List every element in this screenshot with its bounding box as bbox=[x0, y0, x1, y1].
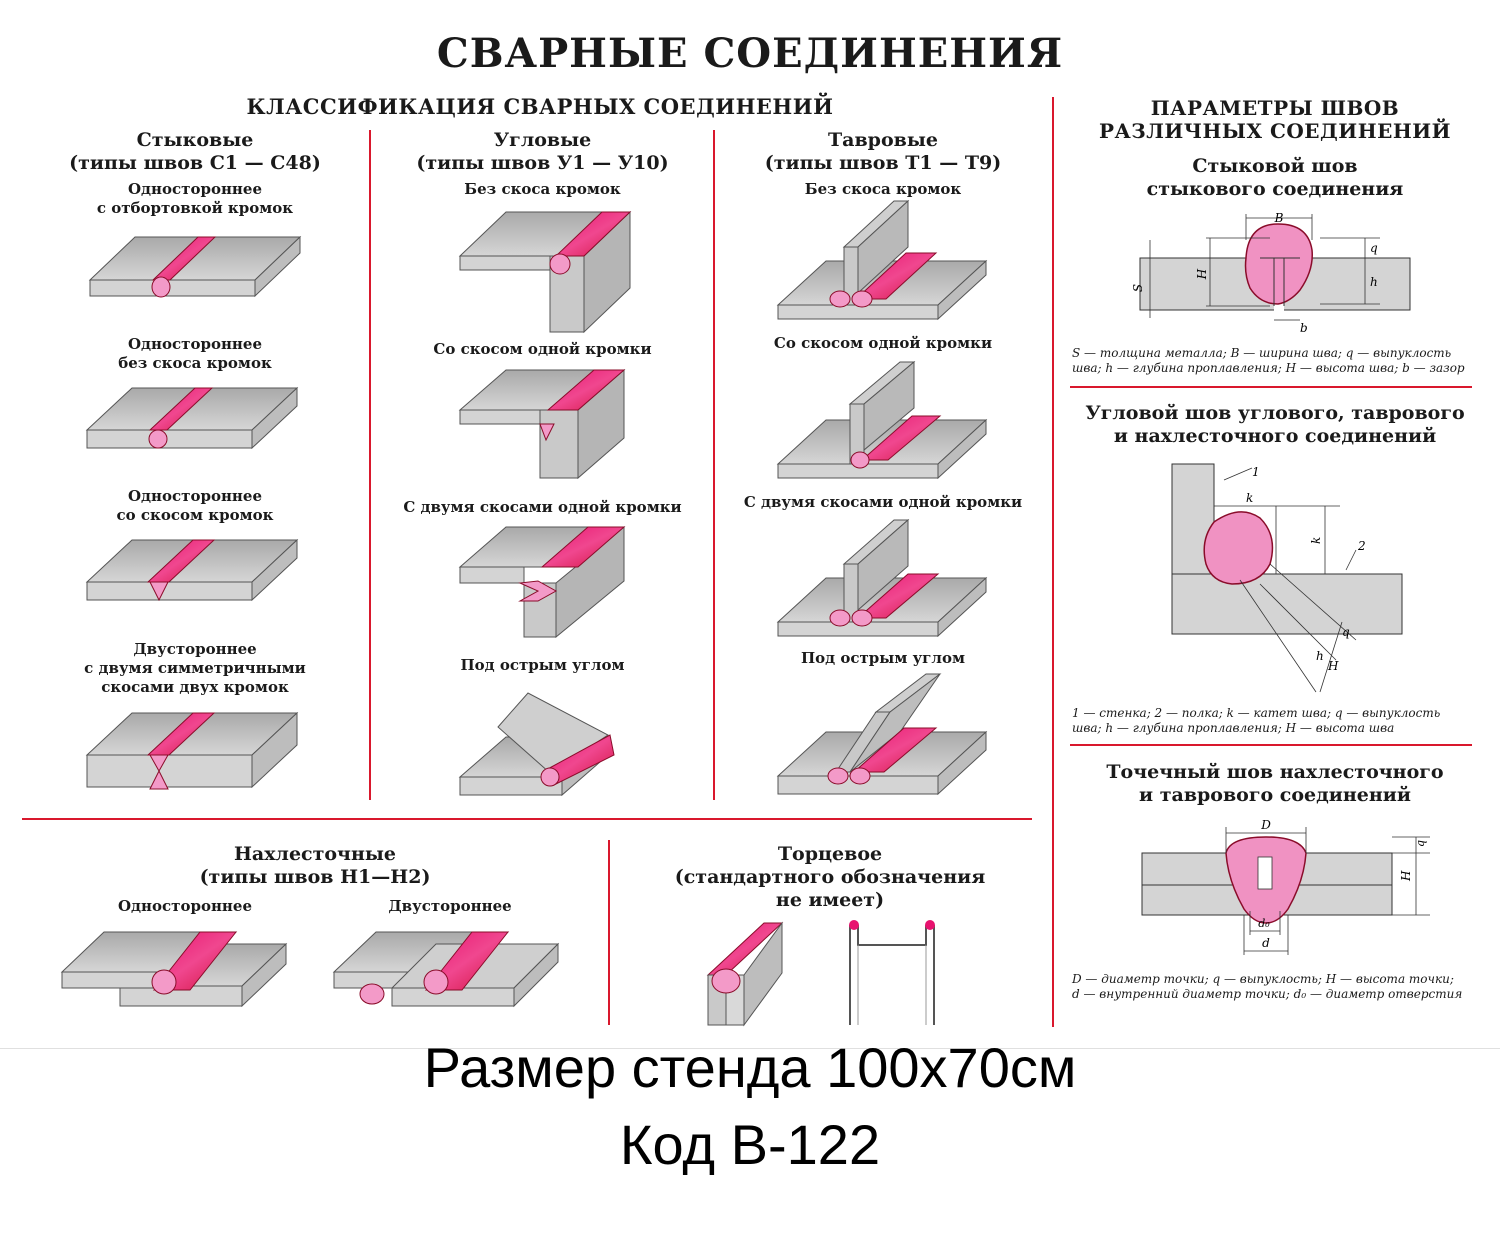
divider-param2 bbox=[1070, 744, 1472, 746]
corner-item-1: Без скоса кромок bbox=[464, 180, 621, 198]
divider-col2 bbox=[713, 130, 715, 800]
label-H: H bbox=[1328, 659, 1339, 673]
butt-item-3-l2: со скосом кромок bbox=[116, 506, 274, 524]
edge-title-2: (стандартного обозначения bbox=[674, 866, 986, 888]
spot-seam-legend-2: d — внутренний диаметр точки; d₀ — диаметр отверстия bbox=[1072, 987, 1463, 1001]
butt-seam-title-1: Стыковой шов bbox=[1192, 155, 1358, 177]
butt-item-2-l1: Одностороннее bbox=[127, 335, 263, 353]
fillet-seam-legend-1: 1 — стенка; 2 — полка; k — катет шва; q — выпуклость bbox=[1072, 706, 1441, 720]
lap-item-2: Двустороннее bbox=[388, 897, 512, 915]
label-q: q bbox=[1342, 625, 1350, 639]
label-H: H bbox=[1399, 870, 1413, 881]
fillet-seam-title-1: Угловой шов углового, таврового bbox=[1085, 402, 1465, 424]
label-h: h bbox=[1370, 275, 1378, 289]
product-code-text: Код В-122 bbox=[619, 1113, 881, 1176]
params-heading-1: ПАРАМЕТРЫ ШВОВ bbox=[1150, 96, 1400, 120]
corner-two-bevels-drawing bbox=[458, 525, 638, 640]
label-d: d bbox=[1262, 936, 1270, 950]
tee-item-1: Без скоса кромок bbox=[804, 180, 962, 198]
butt-seam-legend-2: шва; h — глубина проплавления; H — высота шва; b — зазор bbox=[1072, 361, 1465, 375]
corner-item-2: Со скосом одной кромки bbox=[433, 340, 652, 358]
label-S: S bbox=[1131, 283, 1145, 293]
tee-title-2: (типы швов Т1 — Т9) bbox=[764, 152, 1002, 174]
corner-title-2: (типы швов У1 — У10) bbox=[416, 152, 669, 174]
label-h: h bbox=[1316, 649, 1324, 663]
lap-single-drawing bbox=[60, 922, 290, 1012]
label-d0: d₀ bbox=[1258, 917, 1270, 930]
divider-horizontal bbox=[22, 818, 1032, 820]
butt-item-3-l1: Одностороннее bbox=[127, 487, 263, 505]
butt-seam-parameters-drawing bbox=[1120, 210, 1420, 340]
classification-heading: КЛАССИФИКАЦИЯ СВАРНЫХ СОЕДИНЕНИЙ bbox=[246, 94, 834, 119]
butt-seam-title-2: стыкового соединения bbox=[1146, 178, 1404, 200]
tee-title-1: Тавровые bbox=[828, 129, 938, 151]
butt-seam-legend-1: S — толщина металла; B — ширина шва; q — выпуклость bbox=[1072, 346, 1452, 360]
lap-title-1: Нахлесточные bbox=[233, 843, 397, 865]
stand-size-text: Размер стенда 100х70см bbox=[423, 1036, 1077, 1099]
spot-seam-legend-1: D — диаметр точки; q — выпуклость; H — высота точки; bbox=[1072, 972, 1454, 986]
butt-double-bevel-weld-drawing bbox=[82, 705, 302, 795]
corner-item-4: Под острым углом bbox=[460, 656, 625, 674]
butt-item-4-l2: с двумя симметричными bbox=[84, 659, 306, 677]
label-b: b bbox=[1300, 321, 1308, 335]
label-flange-2: 2 bbox=[1358, 539, 1366, 553]
butt-flanged-weld-drawing bbox=[85, 225, 305, 300]
tee-acute-drawing bbox=[776, 672, 991, 800]
butt-bevel-weld-drawing bbox=[82, 532, 302, 607]
label-k-top: k bbox=[1246, 491, 1254, 505]
corner-item-3: С двумя скосами одной кромки bbox=[403, 498, 682, 516]
spot-seam-title-1: Точечный шов нахлесточного bbox=[1106, 761, 1444, 783]
corner-title-1: Угловые bbox=[493, 129, 592, 151]
tee-two-bevels-drawing bbox=[776, 518, 991, 638]
butt-item-2-l2: без скоса кромок bbox=[118, 354, 272, 372]
edge-title-3: не имеет) bbox=[775, 889, 885, 911]
lap-item-1: Одностороннее bbox=[117, 897, 253, 915]
label-D: D bbox=[1261, 818, 1271, 832]
divider-bottom bbox=[608, 840, 610, 1025]
label-q: q bbox=[1370, 241, 1378, 255]
label-B: B bbox=[1274, 211, 1284, 225]
fillet-seam-parameters-drawing bbox=[1160, 460, 1410, 700]
butt-no-bevel-weld-drawing bbox=[82, 380, 302, 455]
edge-title-1: Торцевое bbox=[777, 843, 883, 865]
divider-right-vertical bbox=[1052, 97, 1054, 1027]
butt-title-2: (типы швов С1 — С48) bbox=[69, 152, 321, 174]
tee-no-bevel-drawing bbox=[776, 195, 991, 320]
divider-col1 bbox=[369, 130, 371, 800]
butt-item-1-l2: с отбортовкой кромок bbox=[96, 199, 294, 217]
tee-item-3: С двумя скосами одной кромки bbox=[743, 493, 1023, 511]
label-H: H bbox=[1195, 268, 1209, 280]
edge-joint-drawing bbox=[700, 915, 940, 1030]
corner-no-bevel-drawing bbox=[458, 208, 638, 338]
lap-title-2: (типы швов Н1—Н2) bbox=[199, 866, 431, 888]
butt-title-1: Стыковые bbox=[136, 129, 254, 151]
params-heading-2: РАЗЛИЧНЫХ СОЕДИНЕНИЙ bbox=[1098, 119, 1452, 143]
corner-one-bevel-drawing bbox=[458, 368, 638, 483]
divider-param1 bbox=[1070, 386, 1472, 388]
label-q: q bbox=[1414, 839, 1427, 847]
tee-one-bevel-drawing bbox=[776, 360, 991, 480]
lap-double-drawing bbox=[332, 922, 562, 1012]
spot-seam-parameters-drawing bbox=[1140, 815, 1430, 960]
corner-acute-drawing bbox=[458, 685, 638, 800]
tee-item-2: Со скосом одной кромки bbox=[773, 334, 993, 352]
label-wall-1: 1 bbox=[1252, 465, 1260, 479]
fillet-seam-legend-2: шва; h — глубина проплавления; H — высота шва bbox=[1072, 721, 1395, 735]
spot-seam-title-2: и таврового соединений bbox=[1139, 784, 1411, 806]
poster-title: СВАРНЫЕ СОЕДИНЕНИЯ bbox=[436, 30, 1064, 77]
label-k-side: k bbox=[1309, 536, 1323, 544]
butt-item-4-l3: скосами двух кромок bbox=[101, 678, 289, 696]
fillet-seam-title-2: и нахлесточного соединений bbox=[1113, 425, 1437, 447]
butt-item-1-l1: Одностороннее bbox=[127, 180, 263, 198]
tee-item-4: Под острым углом bbox=[800, 649, 965, 667]
butt-item-4-l1: Двустороннее bbox=[133, 640, 257, 658]
